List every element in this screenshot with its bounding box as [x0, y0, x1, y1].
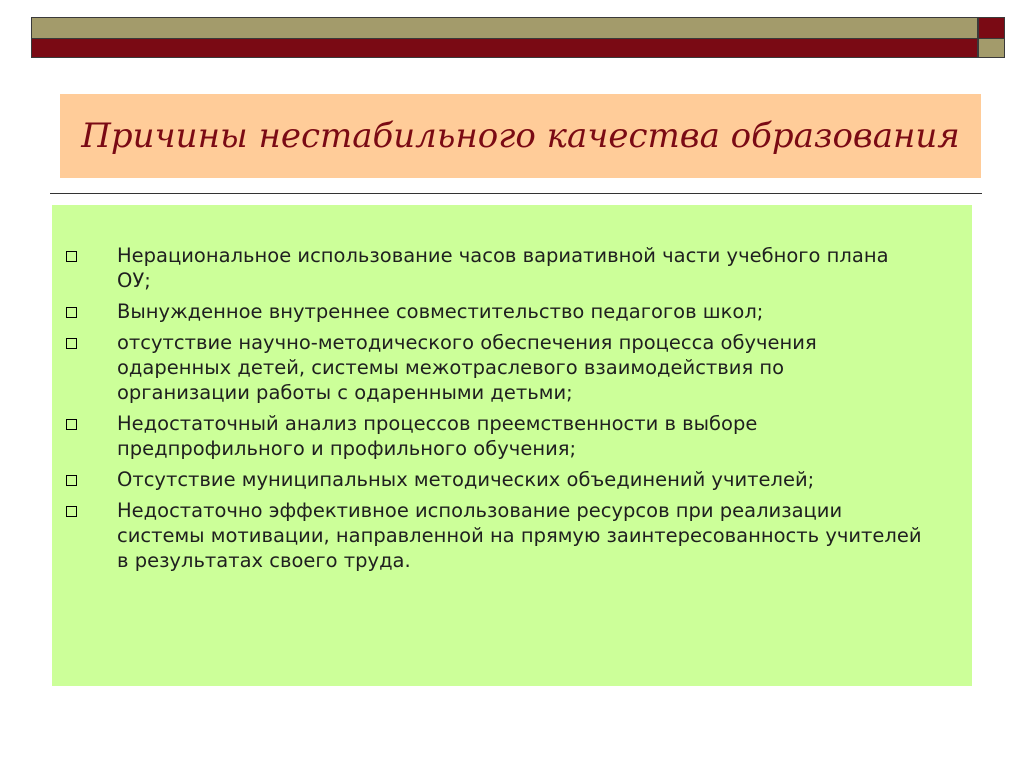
list-item-text: отсутствие научно-методического обеспечения процесса обучения одаренных детей, системы межотраслевого взаимодействия по организации работы с одаренными детьми;: [117, 331, 817, 404]
header-square-olive: [978, 39, 1005, 58]
list-item: [66, 243, 922, 293]
hollow-square-bullet-icon: [66, 475, 77, 486]
title-banner: [60, 94, 981, 178]
hollow-square-bullet-icon: [66, 419, 77, 430]
bullet-list: [52, 205, 972, 573]
list-item-text: Недостаточный анализ процессов преемственности в выборе предпрофильного и профильного обучения;: [117, 412, 758, 460]
hollow-square-bullet-icon: [66, 251, 77, 262]
header-bar-olive: [31, 17, 978, 39]
list-item-text: Недостаточно эффективное использование ресурсов при реализации системы мотивации, направленной на прямую заинтересованность учителей в результатах своего труда.: [117, 499, 922, 572]
list-item: [66, 467, 922, 492]
hollow-square-bullet-icon: [66, 338, 77, 349]
list-item: [66, 330, 922, 405]
content-panel: [52, 205, 972, 686]
title-divider: [50, 193, 982, 194]
list-item: [66, 411, 922, 461]
list-item: [66, 498, 922, 573]
slide-title: Причины нестабильного качества образования: [81, 116, 960, 156]
list-item-text: Вынужденное внутреннее совместительство педагогов школ;: [117, 300, 764, 323]
list-item: [66, 299, 922, 324]
list-item-text: Отсутствие муниципальных методических объединений учителей;: [117, 468, 815, 491]
hollow-square-bullet-icon: [66, 307, 77, 318]
header-bar-maroon: [31, 39, 978, 58]
hollow-square-bullet-icon: [66, 506, 77, 517]
header-square-maroon: [978, 17, 1005, 39]
list-item-text: Нерациональное использование часов вариативной части учебного плана ОУ;: [117, 244, 889, 292]
